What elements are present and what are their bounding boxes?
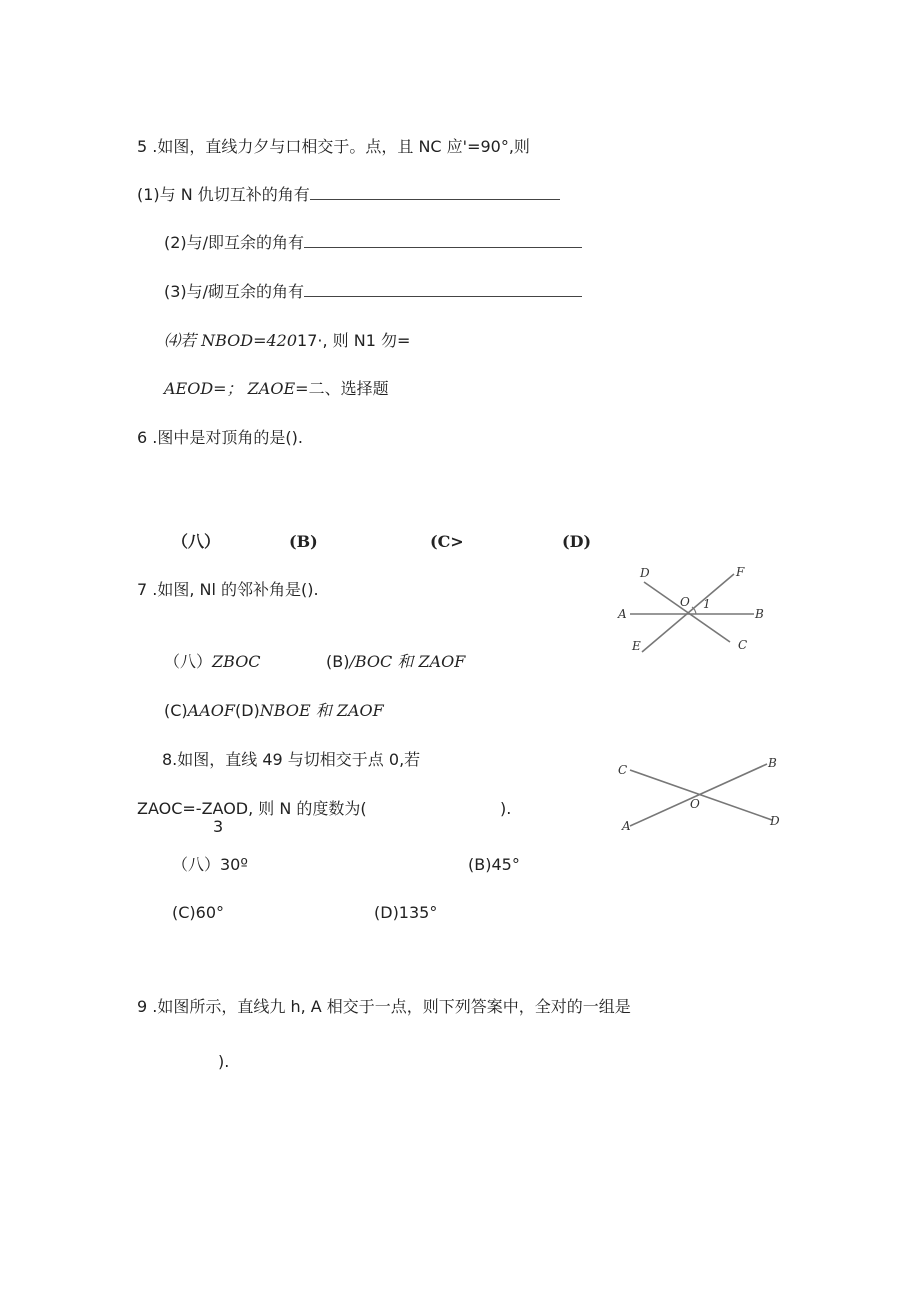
q8-option-b: (B)45° xyxy=(468,855,520,874)
q7-option-cd xyxy=(164,701,384,721)
line-cd xyxy=(630,770,772,820)
q8-formula: ZAOC=-ZAOD, 则 N 的度数为( xyxy=(137,799,367,818)
q6-option-d: (D) xyxy=(562,532,592,551)
q8-formula-end: ). xyxy=(500,799,512,818)
q6-option-c: (C> xyxy=(430,532,464,551)
q5-part-3 xyxy=(164,282,582,302)
q7-option-c-text: AAOF xyxy=(187,701,235,720)
angle-1-arc xyxy=(692,607,696,614)
section-heading: 二、选择题 xyxy=(308,379,389,398)
q5-part-1-text: (1)与 N 仇切互补的角有 xyxy=(137,185,310,204)
q8-stem: 8.如图，直线 49 与切相交于点 0,若 xyxy=(162,750,421,769)
q6-option-a: （八） xyxy=(172,532,221,551)
q8-option-a: （八）30º xyxy=(172,855,248,874)
q7-option-b-text: /BOC 和 ZAOF xyxy=(349,652,466,671)
q7-label-a: A xyxy=(618,607,627,621)
q5-part-4-italic: ⑷若 NBOD=420 xyxy=(164,331,298,350)
q5-part-1 xyxy=(137,185,560,205)
q7-option-d-label: (D) xyxy=(234,701,260,720)
q8-option-c: (C)60° xyxy=(172,903,225,922)
q8-option-d: (D)135° xyxy=(374,903,438,922)
q8-label-c: C xyxy=(618,763,628,777)
answer-blank xyxy=(310,185,560,200)
answer-blank xyxy=(304,233,582,248)
q7-stem: 7 .如图, Nl 的邻补角是(). xyxy=(137,580,319,599)
line-ab xyxy=(630,764,767,826)
q7-option-d-text: NBOE 和 ZAOF xyxy=(259,701,384,720)
q8-intersecting-lines-figure xyxy=(612,752,787,832)
q7-label-b: B xyxy=(755,607,764,621)
line-ef xyxy=(642,574,734,652)
q8-label-o: O xyxy=(690,797,700,811)
q7-option-b-label: (B) xyxy=(326,652,350,671)
q7-label-1: 1 xyxy=(703,597,711,611)
q5-part-2-text: (2)与/即互余的角有 xyxy=(164,233,305,252)
answer-blank xyxy=(304,282,582,297)
q7-label-c: C xyxy=(738,638,748,652)
q9-tail: ). xyxy=(218,1052,230,1071)
q5-part-2 xyxy=(164,233,582,253)
q5-part-5 xyxy=(164,379,389,399)
q6-option-b: (B) xyxy=(289,532,318,551)
q8-fraction-denominator: 3 xyxy=(213,817,224,836)
q7-intersecting-lines-figure xyxy=(612,560,772,660)
q8-label-b: B xyxy=(768,756,777,770)
q7-option-c-label: (C) xyxy=(164,701,188,720)
q7-option-a xyxy=(164,652,261,672)
q5-part-4-rest: 17·, 则 N1 勿= xyxy=(297,331,411,350)
q7-label-o: O xyxy=(680,595,690,609)
q5-part-5-italic: AEOD=； ZAOE= xyxy=(164,379,309,398)
q7-label-d: D xyxy=(640,566,650,580)
q7-label-f: F xyxy=(736,565,745,579)
q7-option-b xyxy=(326,652,465,672)
q7-option-a-text: ZBOC xyxy=(212,652,261,671)
q8-label-a: A xyxy=(622,819,631,833)
q8-label-d: D xyxy=(770,814,780,828)
q5-part-4 xyxy=(164,331,410,351)
q7-option-a-label: （八） xyxy=(164,652,213,671)
q6-stem: 6 .图中是对顶角的是(). xyxy=(137,428,303,447)
q9-stem: 9 .如图所示，直线九 h, A 相交于一点，则下列答案中，全对的一组是 xyxy=(137,997,631,1016)
line-dc xyxy=(644,582,730,642)
q5-part-3-text: (3)与/砌互余的角有 xyxy=(164,282,305,301)
q5-stem: 5 .如图，直线力夕与口相交于。点，且 NC 应'=90°,则 xyxy=(137,137,530,156)
q7-label-e: E xyxy=(632,639,641,653)
